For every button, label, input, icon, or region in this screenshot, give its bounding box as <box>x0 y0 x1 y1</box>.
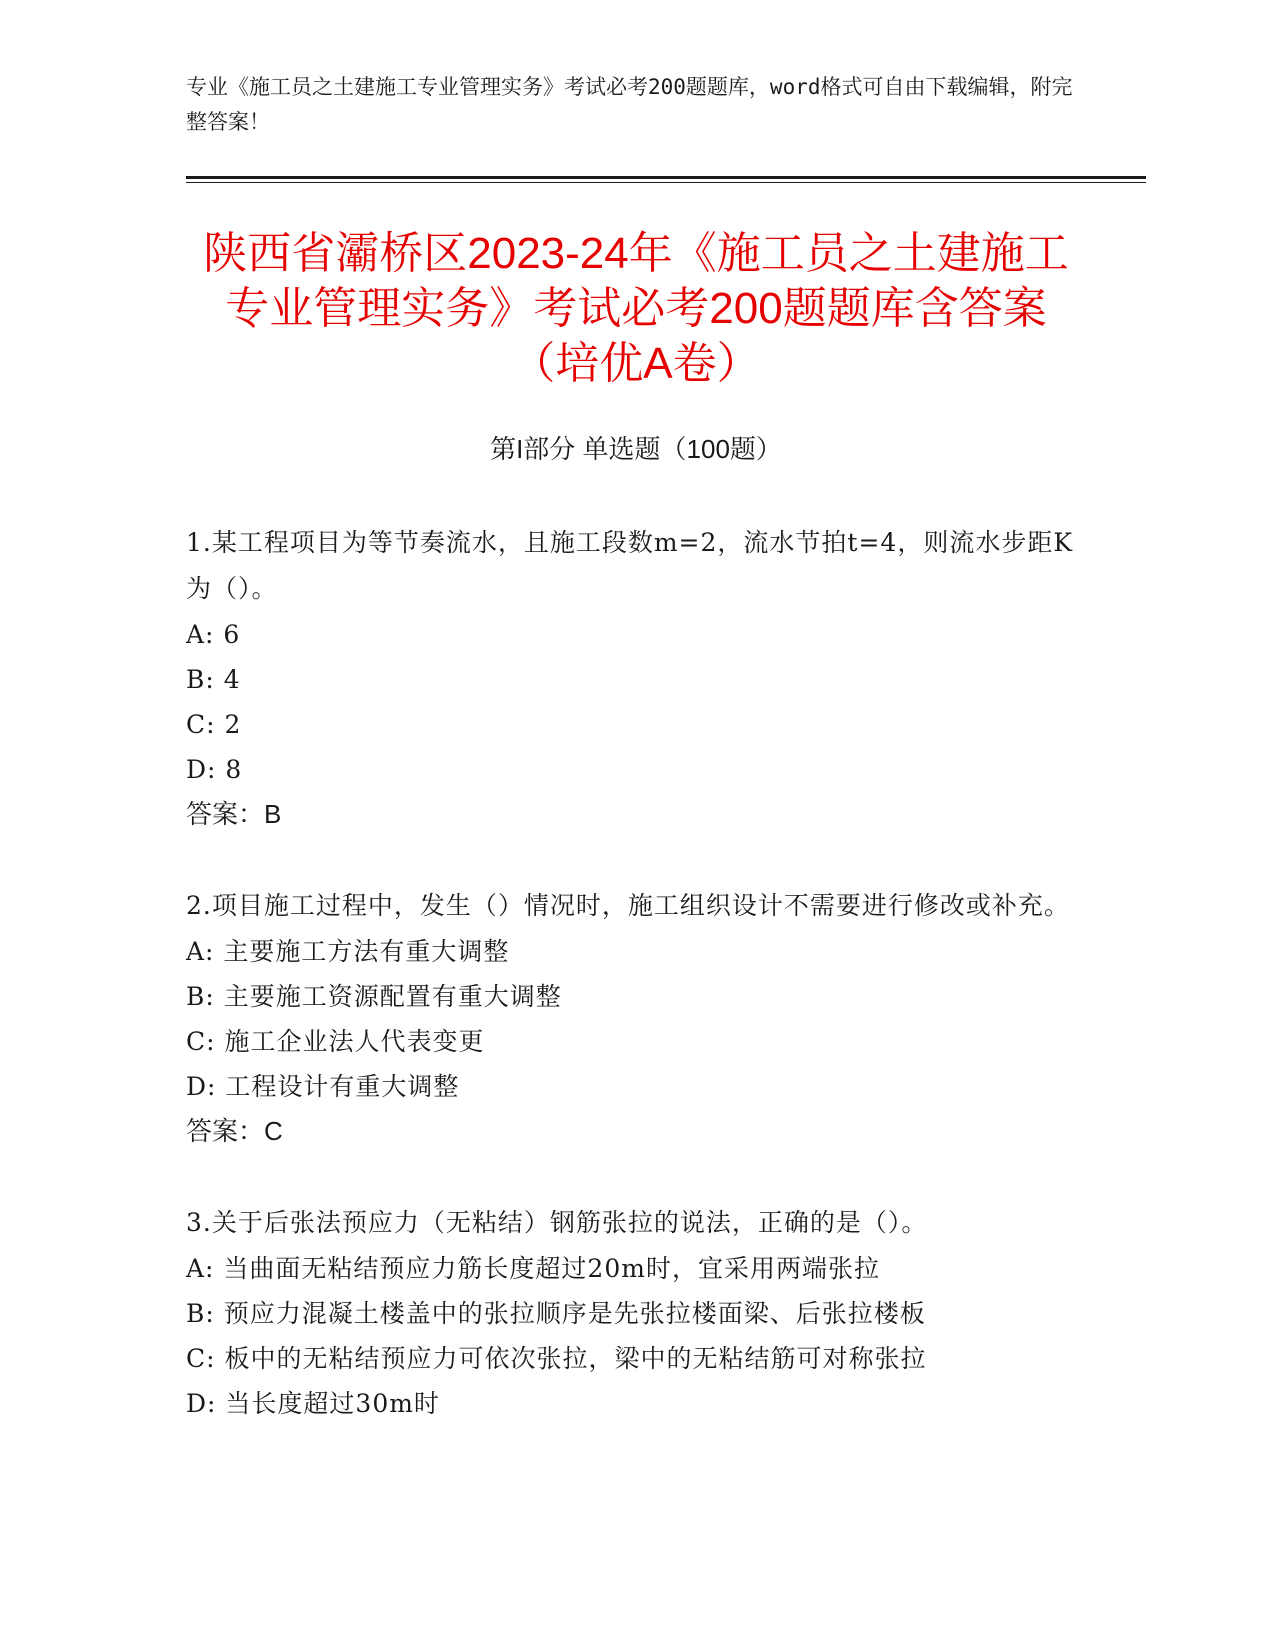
option-d: D: 工程设计有重大调整 <box>186 1072 460 1101</box>
option-d: D: 当长度超过30m时 <box>186 1389 440 1418</box>
section-title: 第I部分 单选题（100题） <box>490 434 782 464</box>
option-b: B: 4 <box>186 665 241 694</box>
header-rule-thick <box>186 176 1146 179</box>
question-stem: 1.某工程项目为等节奏流水，且施工段数m=2，流水节拍t=4，则流水步距K为（）。 <box>186 528 1073 603</box>
question-stem: 3.关于后张法预应力（无粘结）钢筋张拉的说法，正确的是（）。 <box>186 1208 928 1237</box>
question-2 <box>186 883 1086 1154</box>
option-b: B: 预应力混凝土楼盖中的张拉顺序是先张拉楼面梁、后张拉楼板 <box>186 1299 926 1328</box>
option-c: C: 2 <box>186 710 242 739</box>
option-a: A: 主要施工方法有重大调整 <box>186 937 510 966</box>
option-a: A: 当曲面无粘结预应力筋长度超过20m时，宜采用两端张拉 <box>186 1254 880 1283</box>
answer: 答案：C <box>186 1116 283 1146</box>
answer: 答案：B <box>186 799 282 829</box>
question-3 <box>186 1200 1086 1426</box>
option-a: A: 6 <box>186 620 241 649</box>
option-c: C: 施工企业法人代表变更 <box>186 1027 485 1056</box>
question-stem: 2.项目施工过程中，发生（）情况时，施工组织设计不需要进行修改或补充。 <box>186 891 1070 920</box>
option-d: D: 8 <box>186 755 243 784</box>
header-rule-thin <box>186 182 1146 183</box>
header-note: 专业《施工员之土建施工专业管理实务》考试必考200题题库，word格式可自由下载编辑，附完整答案！ <box>186 75 1073 134</box>
question-list <box>186 520 1086 1472</box>
document-title: 陕西省灞桥区2023-24年《施工员之土建施工专业管理实务》考试必考200题题库含答案（培优A卷） <box>203 229 1069 388</box>
option-b: B: 主要施工资源配置有重大调整 <box>186 982 562 1011</box>
question-1 <box>186 520 1086 837</box>
option-c: C: 板中的无粘结预应力可依次张拉，梁中的无粘结筋可对称张拉 <box>186 1344 927 1373</box>
